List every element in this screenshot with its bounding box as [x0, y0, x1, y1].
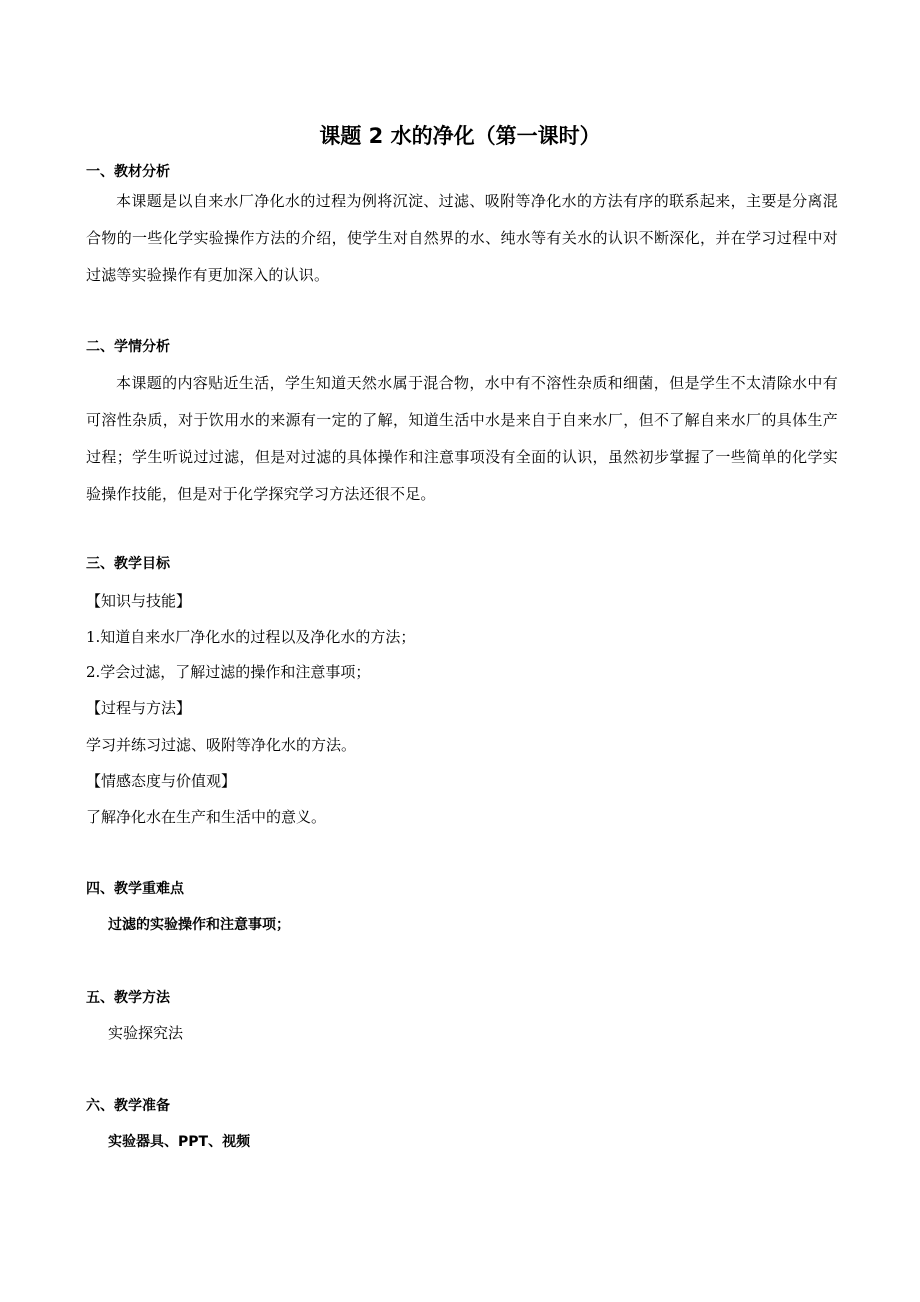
- objective-knowledge-item-2: 2.学会过滤，了解过滤的操作和注意事项；: [86, 663, 371, 681]
- section-heading-key-difficulties: 四、教学重难点: [86, 881, 184, 897]
- section-heading-teaching-preparation: 六、教学准备: [86, 1098, 170, 1114]
- objective-label-emotion: 【情感态度与价值观】: [86, 772, 237, 790]
- objective-emotion-item-1: 了解净化水在生产和生活中的意义。: [86, 808, 327, 826]
- paragraph-student-analysis: 本课题的内容贴近生活，学生知道天然水属于混合物，水中有不溶性杂质和细菌，但是学生不太清除水中有可溶性杂质，对于饮用水的来源有一定的了解，知道生活中水是来自于自来水厂，但不了解自来水厂的具体生产过程；学生听说过过滤，但是对过滤的具体操作和注意事项没有全面的认识，虽然初步掌握了一些简单的化学实验操作技能，但是对于化学探究学习方法还很不足。: [86, 374, 838, 503]
- document-title: 课题 2 水的净化（第一课时）: [319, 124, 601, 148]
- teaching-preparation-content: 实验器具、PPT、视频: [108, 1134, 251, 1150]
- key-difficulties-content: 过滤的实验操作和注意事项；: [108, 917, 290, 933]
- objective-process-item-1: 学习并练习过滤、吸附等净化水的方法。: [86, 736, 357, 754]
- section-heading-student-analysis: 二、学情分析: [86, 339, 170, 355]
- section-heading-teaching-method: 五、教学方法: [86, 990, 170, 1006]
- section-heading-textbook-analysis: 一、教材分析: [86, 164, 170, 180]
- paragraph-textbook-analysis: 本课题是以自来水厂净化水的过程为例将沉淀、过滤、吸附等净化水的方法有序的联系起来，主要是分离混合物的一些化学实验操作方法的介绍，使学生对自然界的水、纯水等有关水的认识不断深化，并在学习过程中对过滤等实验操作有更加深入的认识。: [86, 192, 838, 284]
- section-heading-teaching-objectives: 三、教学目标: [86, 556, 170, 572]
- teaching-method-content: 实验探究法: [108, 1024, 184, 1042]
- objective-label-process: 【过程与方法】: [86, 699, 192, 717]
- objective-label-knowledge: 【知识与技能】: [86, 592, 192, 610]
- objective-knowledge-item-1: 1.知道自来水厂净化水的过程以及净化水的方法；: [86, 628, 416, 646]
